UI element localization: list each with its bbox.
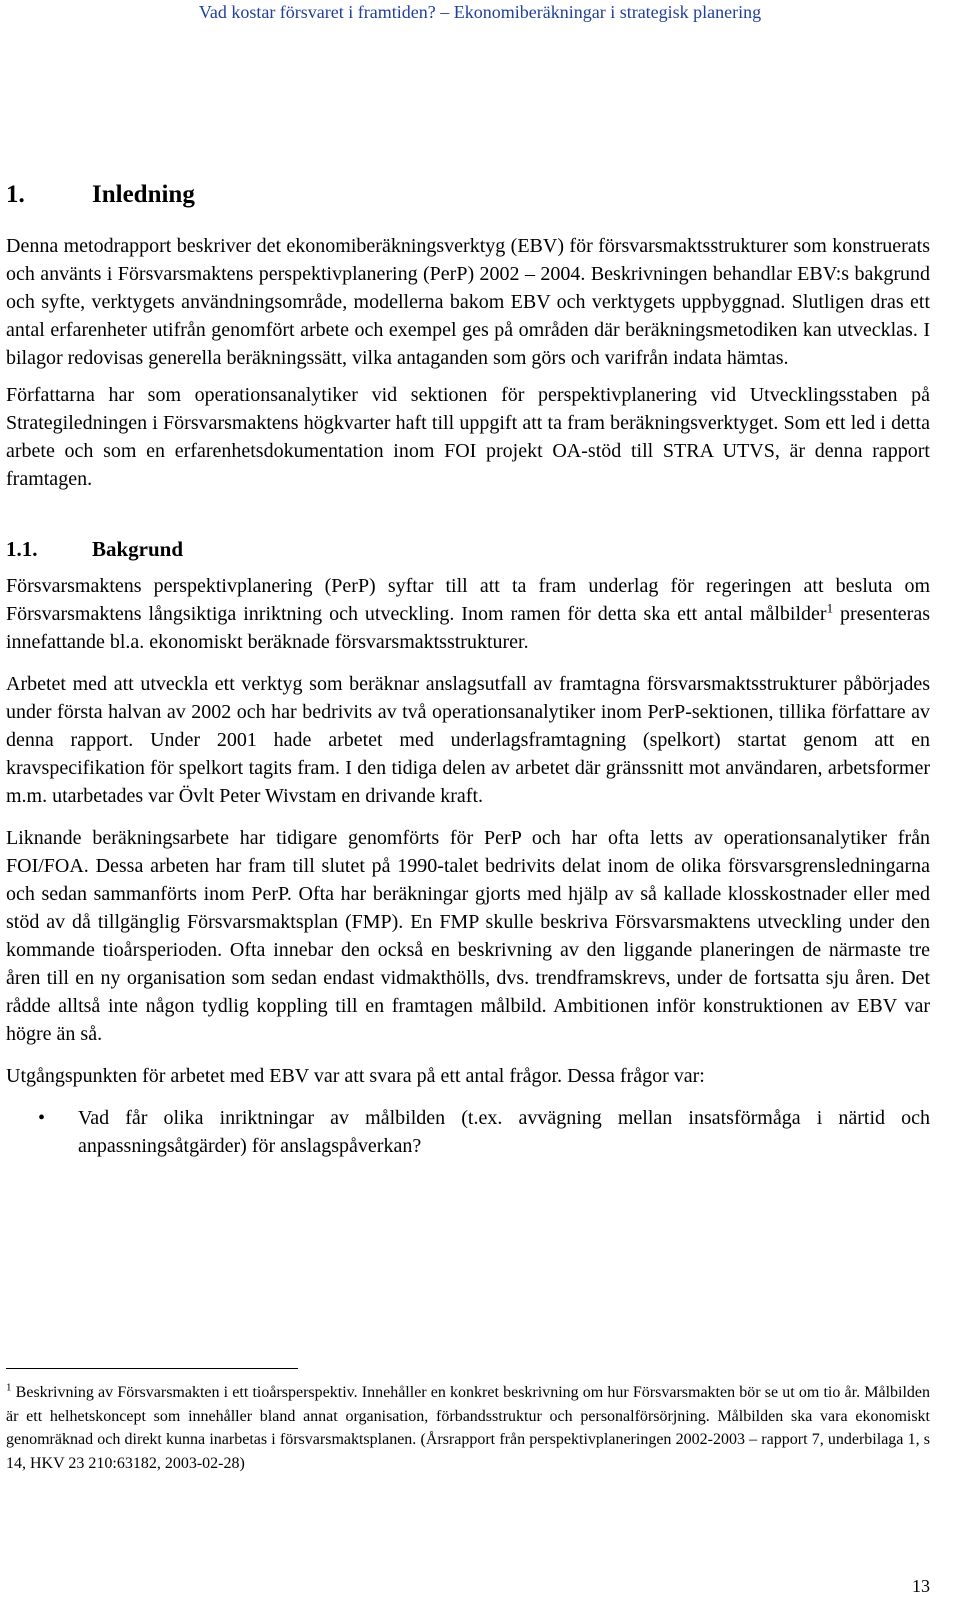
footnote-reference[interactable]: 1 [826, 600, 834, 616]
footnote [6, 1381, 930, 1475]
footnote-marker: 1 [6, 1381, 12, 1394]
paragraph: Författarna har som operationsanalytiker vid sektionen för perspektivplanering vid Utvecklingsstaben på Strategiledningen i Försvarsmaktens högkvarter haft till uppgift att ta fram beräkningsverktyget. Som ett led i detta arbete och som en erfarenhetsdokumentation inom FOI projekt OA-stöd till STRA UTVS, är denna rapport framtagen. [6, 384, 930, 490]
page-content [6, 178, 930, 1160]
subsection-number: 1.1. [6, 537, 38, 561]
running-header: Vad kostar försvaret i framtiden? – Ekonomiberäkningar i strategisk planering [198, 2, 762, 22]
subsection-title: Bakgrund [92, 537, 184, 561]
paragraph: Utgångspunkten för arbetet med EBV var att svara på ett antal frågor. Dessa frågor var: [6, 1065, 705, 1087]
paragraph: Liknande beräkningsarbete har tidigare genomförts för PerP och har ofta letts av operationsanalytiker från FOI/FOA. Dessa arbeten har fram till slutet på 1990-talet bedrivits delat inom de olika försvarsgrensledningarna och sedan sammanförts inom PerP. Ofta har beräkningar gjorts med hjälp av så kallade klosskostnader eller med stöd av då tillgänglig Försvarsmaktsplan (FMP). En FMP skulle beskriva Försvarsmaktens utveckling under den kommande tioårsperioden. Ofta innebar den också en beskrivning av den liggande planeringen de närmaste tre åren till en ny organisation som sedan endast vidmakthölls, dvs. trendframskrevs, under de fortsatta sju åren. Det rådde alltså inte någon tydlig koppling till en framtagen målbild. Ambitionen inför konstruktionen av EBV var högre än så. [6, 827, 930, 1045]
section-heading-inledning [6, 178, 930, 212]
section-title: Inledning [92, 181, 195, 208]
bullet-list [6, 1104, 930, 1160]
subsection-heading-bakgrund [6, 535, 930, 563]
page-number: 13 [912, 1576, 930, 1596]
paragraph: Arbetet med att utveckla ett verktyg som beräknar anslagsutfall av framtagna försvarsmaktsstrukturer påbörjades under första halvan av 2002 och har bedrivits av två operationsanalytiker inom PerP-sektionen, tillika författare av denna rapport. Under 2001 hade arbetet med underlagsframtagning (spelkort) startat genom att en kravspecifikation för spelkort tagits fram. I den tidiga delen av arbetet där gränssnitt mot användaren, arbetsformer m.m. utarbetades var Övlt Peter Wivstam en drivande kraft. [6, 673, 930, 807]
footnote-text: Beskrivning av Försvarsmakten i ett tioårsperspektiv. Innehåller en konkret beskrivning om hur Försvarsmakten bör se ut om tio år. Målbilden är ett helhetskoncept som innehåller bland annat organisation, förbandsstruktur och personalförsörjning. Målbilden ska vara ekonomiskt genomräknad och direkt kunna inarbetas i försvarsmaktsplanen. (Årsrapport från perspektivplaneringen 2002-2003 – rapport 7, underbilaga 1, s 14, HKV 23 210:63182, 2003-02-28) [6, 1384, 930, 1472]
section-number: 1. [6, 181, 25, 208]
list-item: • Vad får olika inriktningar av målbilden (t.ex. avvägning mellan insatsförmåga i närtid och anpassningsåtgärder) för anslagspåverkan? [6, 1104, 930, 1160]
paragraph: Denna metodrapport beskriver det ekonomiberäkningsverktyg (EBV) för försvarsmaktsstrukturer som konstruerats och använts i Försvarsmaktens perspektivplanering (PerP) 2002 – 2004. Beskrivningen behandlar EBV:s bakgrund och syfte, verktygets användningsområde, modellerna bakom EBV och verktygets uppbyggnad. Slutligen dras ett antal erfarenheter utifrån genomfört arbete och exempel ges på områden där beräkningsmetodiken kan utvecklas. I bilagor redovisas generella beräkningssätt, vilka antaganden som görs och varifrån indata hämtas. [6, 235, 930, 369]
paragraph: Försvarsmaktens perspektivplanering (PerP) syftar till att ta fram underlag för regeringen att besluta om Försvarsmaktens långsiktiga inriktning och utveckling. Inom ramen för detta ska ett antal målbilder$^1$ presenteras innefattande bl.a. ekonomiskt beräknade försvarsmaktsstrukturer. [6, 575, 930, 653]
footnote-separator [6, 1368, 298, 1369]
bullet-icon: • [38, 1107, 46, 1129]
